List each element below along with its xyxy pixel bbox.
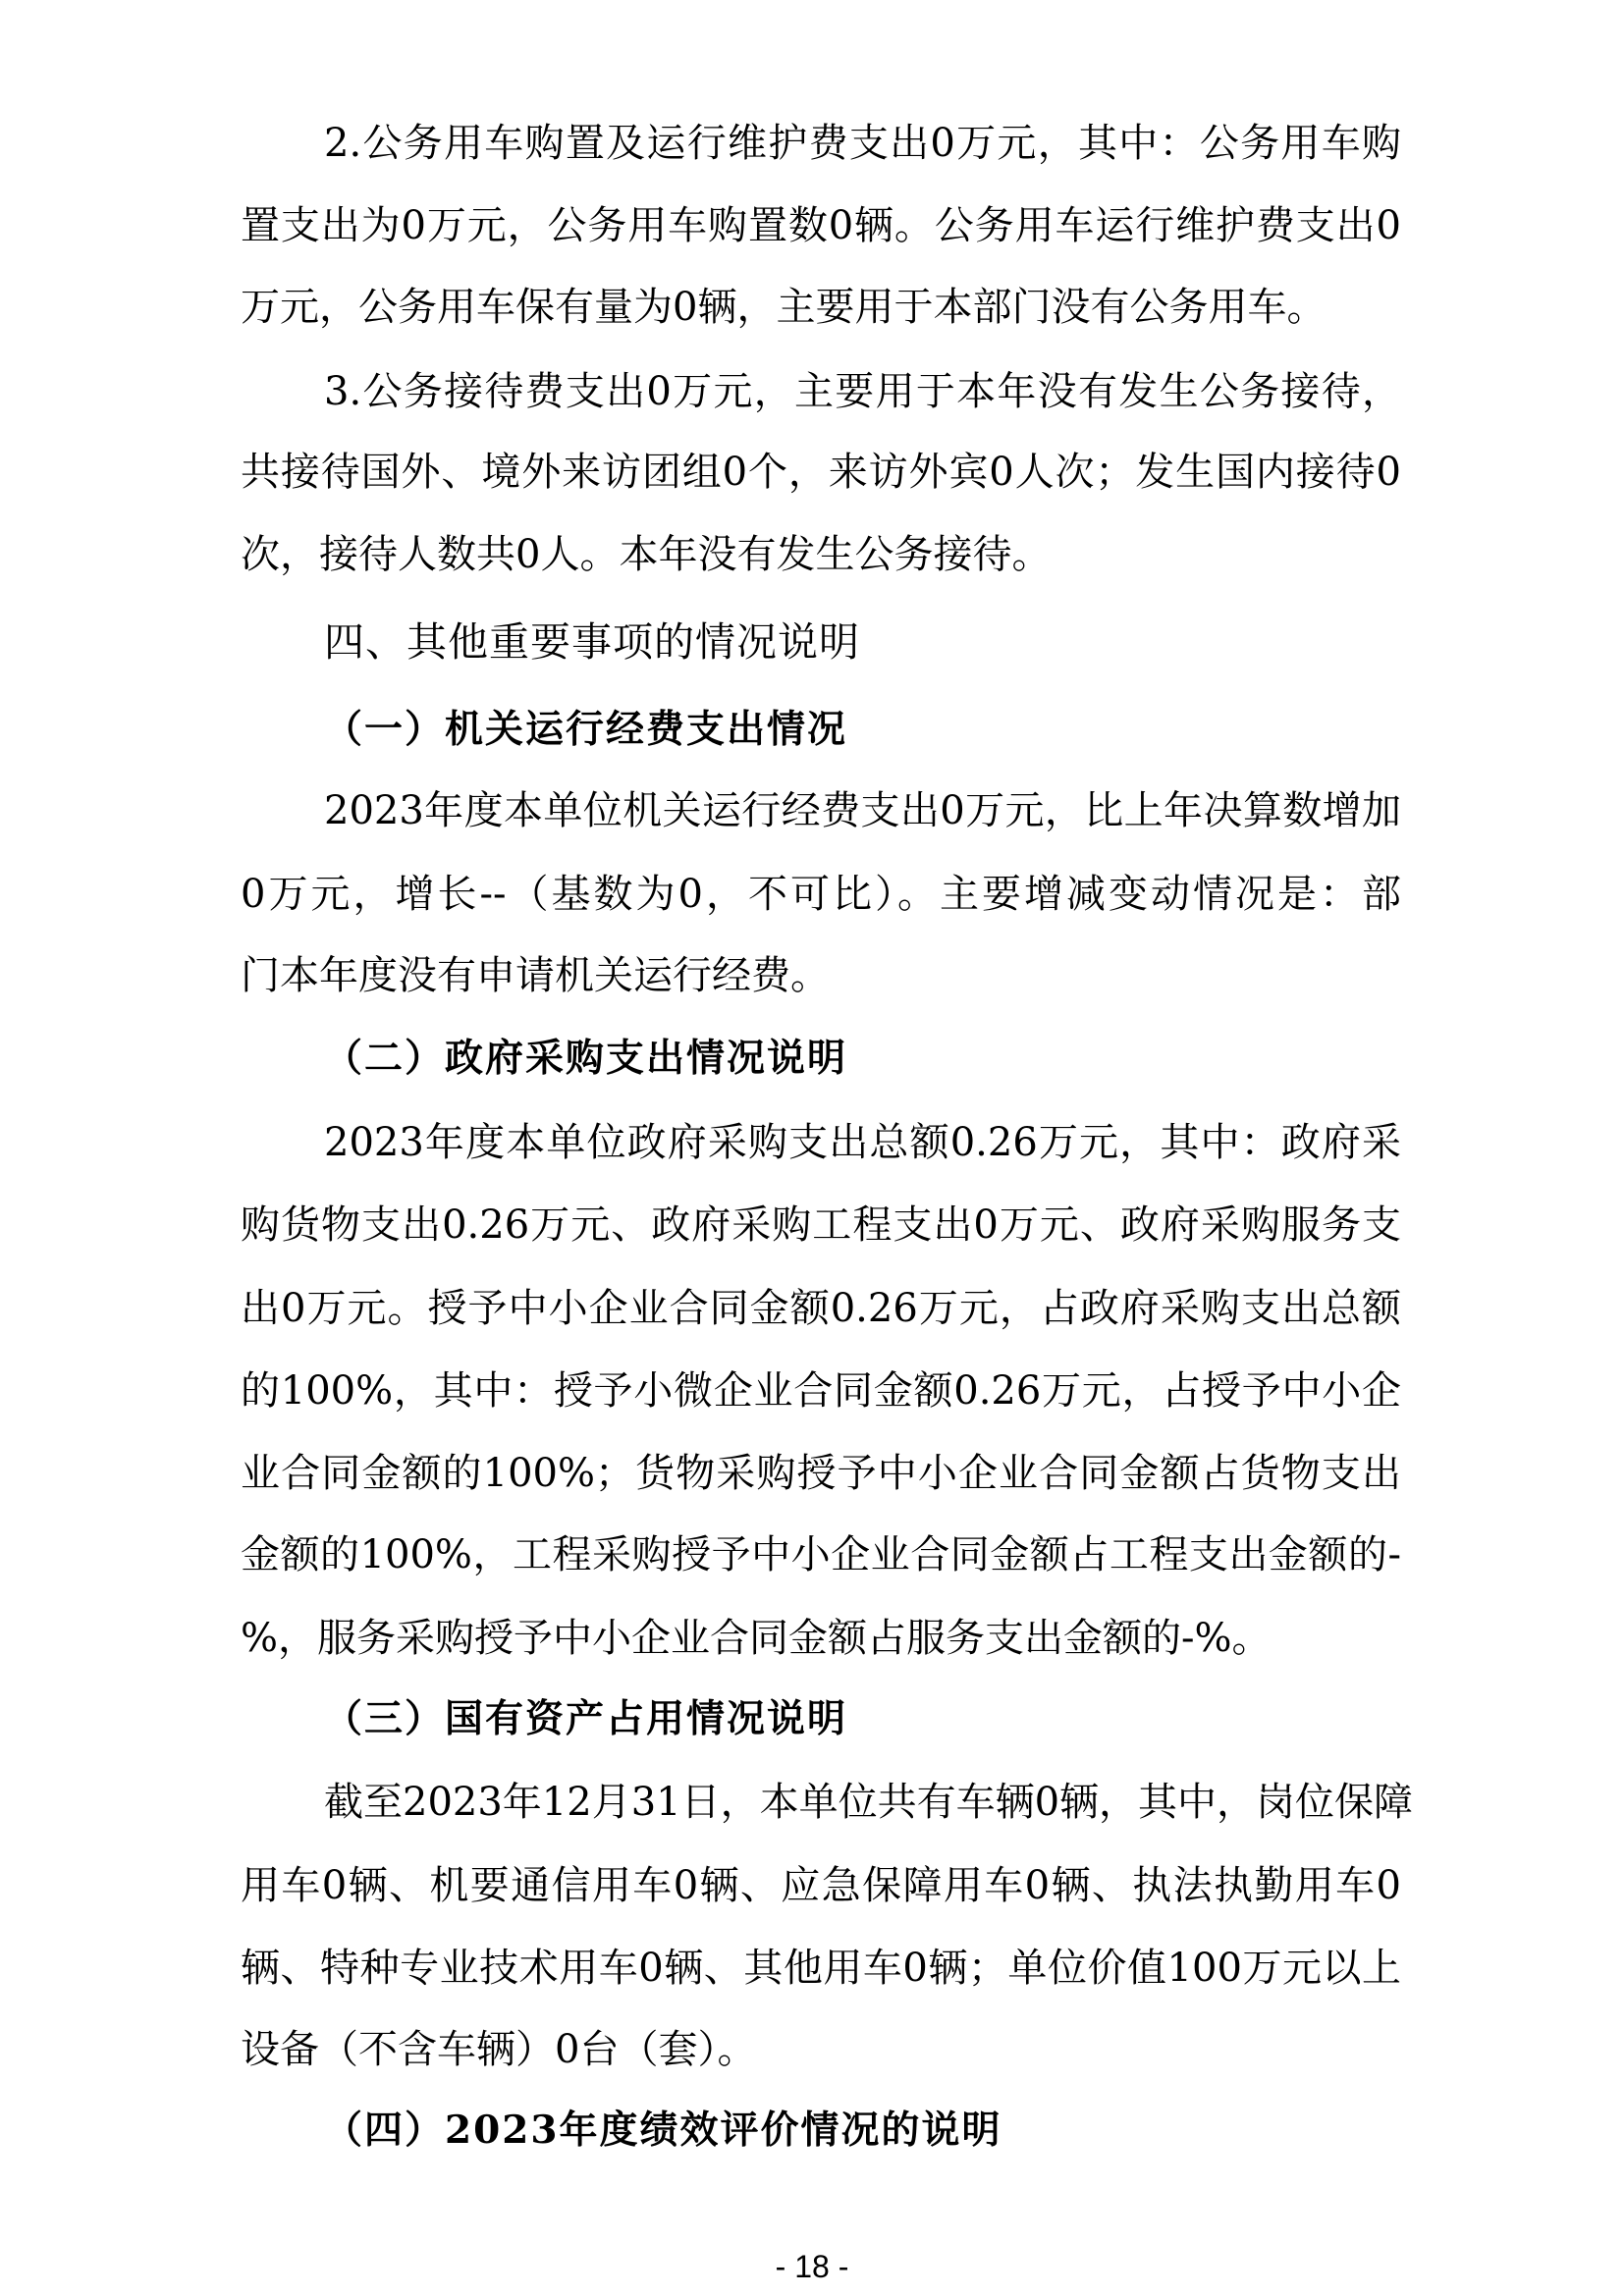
- paragraph-line: 门本年度没有申请机关运行经费。: [241, 953, 830, 998]
- paragraph-line: 出0万元。授予中小企业合同金额0.26万元，占政府采购支出总额: [241, 1286, 1401, 1331]
- paragraph-line: 共接待国外、境外来访团组0个，来访外宾0人次；发生国内接待0: [241, 450, 1401, 495]
- paragraph-line: 设备（不含车辆）0台（套）。: [241, 2027, 757, 2072]
- paragraph-line: 2023年度本单位机关运行经费支出0万元，比上年决算数增加: [324, 788, 1401, 833]
- section-heading: 四、其他重要事项的情况说明: [324, 618, 860, 666]
- paragraph-line: 购货物支出0.26万元、政府采购工程支出0万元、政府采购服务支: [241, 1202, 1401, 1248]
- paragraph-line: %，服务采购授予中小企业合同金额占服务支出金额的-%。: [241, 1616, 1272, 1661]
- subsection-heading: （二）政府采购支出情况说明: [324, 1036, 848, 1081]
- subsection-heading: （四）2023年度绩效评价情况的说明: [324, 2108, 1002, 2153]
- subsection-heading: （三）国有资产占用情况说明: [324, 1696, 848, 1741]
- paragraph-line: 0万元，增长--（基数为0，不可比）。主要增减变动情况是：部: [241, 872, 1401, 917]
- paragraph-line: 用车0辆、机要通信用车0辆、应急保障用车0辆、执法执勤用车0: [241, 1863, 1401, 1908]
- paragraph-line: 万元，公务用车保有量为0辆，主要用于本部门没有公务用车。: [241, 285, 1326, 330]
- paragraph-line: 的100%，其中：授予小微企业合同金额0.26万元，占授予中小企: [241, 1368, 1401, 1414]
- paragraph-line: 截至2023年12月31日，本单位共有车辆0辆，其中，岗位保障: [324, 1780, 1414, 1825]
- paragraph-line: 置支出为0万元，公务用车购置数0辆。公务用车运行维护费支出0: [241, 203, 1401, 248]
- paragraph-line: 2023年度本单位政府采购支出总额0.26万元，其中：政府采: [324, 1120, 1401, 1165]
- paragraph-line: 3.公务接待费支出0万元，主要用于本年没有发生公务接待，: [324, 369, 1401, 414]
- paragraph-line: 业合同金额的100%；货物采购授予中小企业合同金额占货物支出: [241, 1451, 1401, 1496]
- page-number: - 18 -: [775, 2249, 849, 2284]
- subsection-heading: （一）机关运行经费支出情况: [324, 707, 848, 752]
- paragraph-line: 2.公务用车购置及运行维护费支出0万元，其中：公务用车购: [324, 121, 1401, 166]
- paragraph-line: 辆、特种专业技术用车0辆、其他用车0辆；单位价值100万元以上: [241, 1946, 1401, 1991]
- paragraph-line: 金额的100%，工程采购授予中小企业合同金额占工程支出金额的-: [241, 1532, 1401, 1577]
- paragraph-line: 次，接待人数共0人。本年没有发生公务接待。: [241, 532, 1052, 577]
